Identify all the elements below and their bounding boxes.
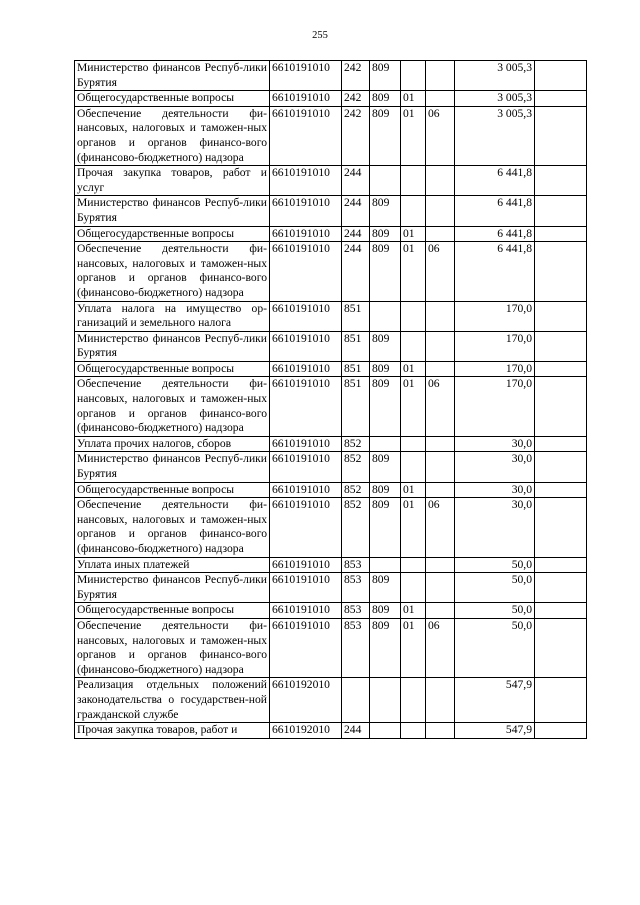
expense-name-cell: Прочая закупка товаров, работ и (75, 723, 270, 739)
target-article-cell: 6610191010 (270, 166, 342, 196)
subsection-cell: 06 (426, 498, 455, 557)
department-cell: 809 (370, 361, 401, 377)
subsection-cell: 06 (426, 242, 455, 301)
table-row (75, 361, 587, 377)
empty-cell (535, 436, 587, 452)
department-cell (370, 723, 401, 739)
table-row (75, 301, 587, 331)
department-cell: 809 (370, 618, 401, 677)
empty-cell (535, 106, 587, 165)
expense-name-cell: Обеспечение деятельности фи-нансовых, налоговых и таможен-ных органов и органов финансо-вого (финансово-бюджетного) надзора (75, 106, 270, 165)
subsection-cell (426, 301, 455, 331)
target-article-cell: 6610191010 (270, 196, 342, 226)
subsection-cell: 06 (426, 106, 455, 165)
empty-cell (535, 618, 587, 677)
target-article-cell: 6610191010 (270, 498, 342, 557)
expense-name-cell: Прочая закупка товаров, работ и услуг (75, 166, 270, 196)
table-row (75, 196, 587, 226)
department-cell: 809 (370, 573, 401, 603)
section-cell: 01 (401, 498, 426, 557)
section-cell: 01 (401, 603, 426, 619)
expense-type-cell: 851 (342, 361, 370, 377)
section-cell: 01 (401, 618, 426, 677)
subsection-cell (426, 557, 455, 573)
table-row (75, 618, 587, 677)
department-cell (370, 166, 401, 196)
department-cell: 809 (370, 61, 401, 91)
department-cell: 809 (370, 106, 401, 165)
expense-name-cell: Общегосударственные вопросы (75, 226, 270, 242)
empty-cell (535, 242, 587, 301)
section-cell (401, 723, 426, 739)
table-row (75, 166, 587, 196)
subsection-cell (426, 723, 455, 739)
empty-cell (535, 361, 587, 377)
target-article-cell: 6610191010 (270, 331, 342, 361)
expense-type-cell: 244 (342, 242, 370, 301)
amount-cell: 547,9 (455, 678, 535, 723)
empty-cell (535, 226, 587, 242)
amount-cell: 30,0 (455, 482, 535, 498)
table-row (75, 482, 587, 498)
target-article-cell: 6610191010 (270, 106, 342, 165)
section-cell (401, 166, 426, 196)
expense-name-cell: Обеспечение деятельности фи-нансовых, налоговых и таможен-ных органов и органов финансо-вого (финансово-бюджетного) надзора (75, 498, 270, 557)
section-cell (401, 436, 426, 452)
target-article-cell: 6610191010 (270, 301, 342, 331)
expense-type-cell: 852 (342, 452, 370, 482)
amount-cell: 170,0 (455, 377, 535, 436)
expense-name-cell: Министерство финансов Респуб-лики Бурятия (75, 61, 270, 91)
empty-cell (535, 331, 587, 361)
department-cell: 809 (370, 482, 401, 498)
expense-name-cell: Реализация отдельных положений законодательства о государствен-ной гражданской службе (75, 678, 270, 723)
table-row (75, 331, 587, 361)
empty-cell (535, 91, 587, 107)
empty-cell (535, 452, 587, 482)
section-cell: 01 (401, 361, 426, 377)
amount-cell: 3 005,3 (455, 61, 535, 91)
section-cell (401, 301, 426, 331)
subsection-cell: 06 (426, 618, 455, 677)
table-row (75, 242, 587, 301)
subsection-cell (426, 678, 455, 723)
amount-cell: 6 441,8 (455, 196, 535, 226)
section-cell (401, 452, 426, 482)
empty-cell (535, 196, 587, 226)
expense-name-cell: Обеспечение деятельности фи-нансовых, налоговых и таможен-ных органов и органов финансо-вого (финансово-бюджетного) надзора (75, 242, 270, 301)
amount-cell: 6 441,8 (455, 226, 535, 242)
subsection-cell (426, 573, 455, 603)
section-cell (401, 61, 426, 91)
section-cell: 01 (401, 91, 426, 107)
department-cell: 809 (370, 226, 401, 242)
section-cell (401, 196, 426, 226)
empty-cell (535, 166, 587, 196)
table-row (75, 436, 587, 452)
amount-cell: 50,0 (455, 557, 535, 573)
amount-cell: 30,0 (455, 436, 535, 452)
empty-cell (535, 678, 587, 723)
expense-type-cell: 853 (342, 618, 370, 677)
subsection-cell (426, 482, 455, 498)
amount-cell: 170,0 (455, 301, 535, 331)
table-row (75, 678, 587, 723)
expense-type-cell: 852 (342, 498, 370, 557)
subsection-cell (426, 196, 455, 226)
target-article-cell: 6610192010 (270, 678, 342, 723)
target-article-cell: 6610191010 (270, 377, 342, 436)
budget-table (74, 60, 587, 739)
target-article-cell: 6610191010 (270, 557, 342, 573)
amount-cell: 3 005,3 (455, 106, 535, 165)
department-cell (370, 436, 401, 452)
department-cell: 809 (370, 331, 401, 361)
target-article-cell: 6610191010 (270, 242, 342, 301)
empty-cell (535, 377, 587, 436)
department-cell: 809 (370, 452, 401, 482)
department-cell: 809 (370, 377, 401, 436)
section-cell (401, 678, 426, 723)
target-article-cell: 6610191010 (270, 603, 342, 619)
expense-name-cell: Общегосударственные вопросы (75, 482, 270, 498)
expense-name-cell: Министерство финансов Респуб-лики Бурятия (75, 196, 270, 226)
target-article-cell: 6610191010 (270, 436, 342, 452)
department-cell (370, 678, 401, 723)
expense-type-cell: 244 (342, 196, 370, 226)
target-article-cell: 6610191010 (270, 452, 342, 482)
expense-type-cell: 242 (342, 106, 370, 165)
target-article-cell: 6610191010 (270, 91, 342, 107)
expense-type-cell: 852 (342, 436, 370, 452)
amount-cell: 30,0 (455, 498, 535, 557)
section-cell: 01 (401, 377, 426, 436)
expense-type-cell: 852 (342, 482, 370, 498)
section-cell: 01 (401, 242, 426, 301)
empty-cell (535, 557, 587, 573)
expense-name-cell: Обеспечение деятельности фи-нансовых, налоговых и таможен-ных органов и органов финансо-вого (финансово-бюджетного) надзора (75, 618, 270, 677)
table-row (75, 573, 587, 603)
subsection-cell (426, 166, 455, 196)
table-row (75, 723, 587, 739)
table-row (75, 377, 587, 436)
empty-cell (535, 723, 587, 739)
expense-name-cell: Министерство финансов Респуб-лики Бурятия (75, 331, 270, 361)
amount-cell: 170,0 (455, 331, 535, 361)
expense-type-cell: 851 (342, 377, 370, 436)
department-cell (370, 301, 401, 331)
target-article-cell: 6610192010 (270, 723, 342, 739)
department-cell: 809 (370, 196, 401, 226)
expense-type-cell: 244 (342, 166, 370, 196)
target-article-cell: 6610191010 (270, 226, 342, 242)
section-cell (401, 331, 426, 361)
subsection-cell (426, 361, 455, 377)
subsection-cell: 06 (426, 377, 455, 436)
expense-type-cell: 851 (342, 301, 370, 331)
target-article-cell: 6610191010 (270, 361, 342, 377)
section-cell: 01 (401, 482, 426, 498)
page-number: 255 (312, 30, 328, 41)
amount-cell: 50,0 (455, 618, 535, 677)
table-row (75, 106, 587, 165)
subsection-cell (426, 61, 455, 91)
empty-cell (535, 498, 587, 557)
expense-type-cell: 851 (342, 331, 370, 361)
target-article-cell: 6610191010 (270, 618, 342, 677)
subsection-cell (426, 91, 455, 107)
subsection-cell (426, 603, 455, 619)
expense-type-cell: 242 (342, 61, 370, 91)
expense-type-cell: 853 (342, 603, 370, 619)
expense-type-cell (342, 678, 370, 723)
amount-cell: 30,0 (455, 452, 535, 482)
expense-name-cell: Министерство финансов Респуб-лики Бурятия (75, 573, 270, 603)
table-row (75, 498, 587, 557)
subsection-cell (426, 436, 455, 452)
amount-cell: 50,0 (455, 603, 535, 619)
table-row (75, 557, 587, 573)
department-cell (370, 557, 401, 573)
section-cell (401, 573, 426, 603)
expense-name-cell: Обеспечение деятельности фи-нансовых, налоговых и таможен-ных органов и органов финансо-вого (финансово-бюджетного) надзора (75, 377, 270, 436)
expense-name-cell: Уплата налога на имущество ор-ганизаций и земельного налога (75, 301, 270, 331)
target-article-cell: 6610191010 (270, 573, 342, 603)
table-row (75, 91, 587, 107)
budget-table-body (75, 61, 587, 739)
expense-name-cell: Министерство финансов Респуб-лики Бурятия (75, 452, 270, 482)
amount-cell: 6 441,8 (455, 242, 535, 301)
subsection-cell (426, 226, 455, 242)
section-cell: 01 (401, 106, 426, 165)
expense-type-cell: 242 (342, 91, 370, 107)
empty-cell (535, 482, 587, 498)
expense-type-cell: 244 (342, 723, 370, 739)
table-row (75, 226, 587, 242)
table-row (75, 603, 587, 619)
department-cell: 809 (370, 498, 401, 557)
expense-name-cell: Уплата прочих налогов, сборов (75, 436, 270, 452)
empty-cell (535, 301, 587, 331)
expense-name-cell: Общегосударственные вопросы (75, 603, 270, 619)
table-row (75, 452, 587, 482)
expense-name-cell: Общегосударственные вопросы (75, 361, 270, 377)
empty-cell (535, 603, 587, 619)
expense-type-cell: 244 (342, 226, 370, 242)
subsection-cell (426, 331, 455, 361)
subsection-cell (426, 452, 455, 482)
amount-cell: 6 441,8 (455, 166, 535, 196)
empty-cell (535, 573, 587, 603)
target-article-cell: 6610191010 (270, 61, 342, 91)
section-cell (401, 557, 426, 573)
amount-cell: 547,9 (455, 723, 535, 739)
amount-cell: 3 005,3 (455, 91, 535, 107)
department-cell: 809 (370, 91, 401, 107)
expense-name-cell: Общегосударственные вопросы (75, 91, 270, 107)
department-cell: 809 (370, 603, 401, 619)
expense-type-cell: 853 (342, 573, 370, 603)
expense-name-cell: Уплата иных платежей (75, 557, 270, 573)
table-row (75, 61, 587, 91)
amount-cell: 170,0 (455, 361, 535, 377)
empty-cell (535, 61, 587, 91)
department-cell: 809 (370, 242, 401, 301)
amount-cell: 50,0 (455, 573, 535, 603)
expense-type-cell: 853 (342, 557, 370, 573)
section-cell: 01 (401, 226, 426, 242)
target-article-cell: 6610191010 (270, 482, 342, 498)
